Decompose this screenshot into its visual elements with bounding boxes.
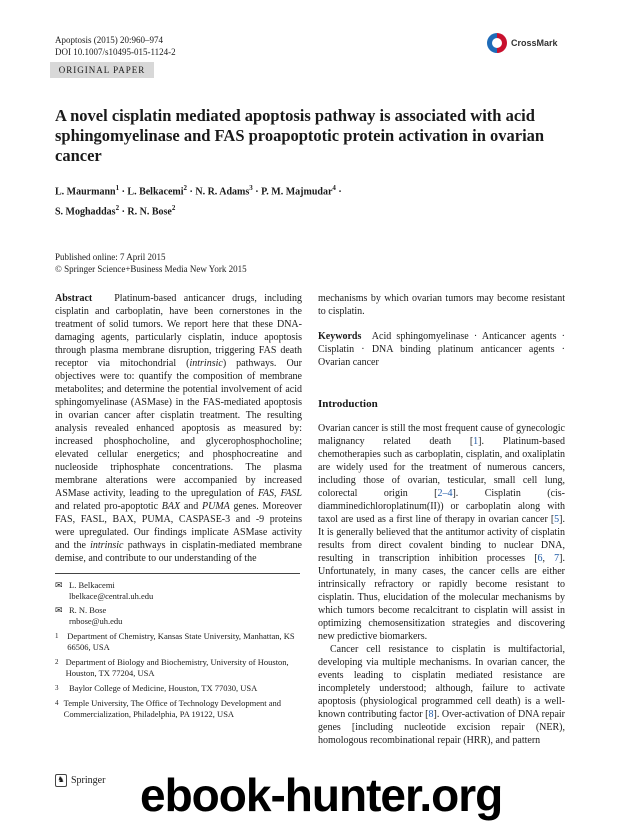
author-sep: · (119, 206, 128, 218)
abstract-text: genes. Moreover FAS, FASL, BAX, PUMA, CASPASE-3 and -9 proteins were upregulated. Our findings implicate ASMase activity and the (55, 501, 302, 551)
intro-text: ]. Over-activation of DNA repair genes [including nucleotide excision repair (NER), homologous recombinational repair (HRR), and pattern (318, 709, 566, 746)
intro-paragraph (318, 422, 565, 643)
contact-email[interactable]: lbelkace@central.uh.edu (69, 591, 154, 601)
journal-citation: Apoptosis (2015) 20:960–974 (55, 35, 163, 45)
citation-link[interactable]: 2–4 (437, 488, 453, 499)
abstract-italic: intrinsic (90, 540, 124, 551)
envelope-icon: ✉ (55, 580, 63, 590)
affiliation-text: Department of Biology and Biochemistry, University of Houston, Houston, TX 77204, USA (65, 657, 289, 678)
intro-paragraph (318, 643, 565, 747)
abstract (55, 292, 302, 565)
abstract-italic: PUMA (202, 501, 230, 512)
publisher-logo (55, 774, 105, 787)
author-affil-sup: 2 (183, 184, 188, 192)
crossmark-badge[interactable] (487, 32, 567, 54)
published-date: Published online: 7 April 2015 (55, 252, 166, 262)
citation-link[interactable]: 8 (428, 709, 434, 720)
abstract-continuation: mechanisms by which ovarian tumors may become resistant to cisplatin. (318, 293, 565, 317)
author-sep: · (335, 186, 342, 198)
abstract-italic: BAX (161, 501, 181, 512)
author[interactable]: L. Belkacemi (127, 186, 184, 198)
contact-name: R. N. Bose (69, 605, 107, 615)
footnote-divider (55, 573, 300, 574)
author-list (55, 180, 415, 221)
intro-text: ]. Platinum-based chemotherapies such as carboplatin, cisplatin, and oxaliplatin are widely used for the treatment of numerous cancers, including those of ovarian, testicular, small cell lung, colorectal origin [ (318, 436, 565, 499)
author[interactable]: P. M. Majmudar (261, 186, 333, 198)
copyright: © Springer Science+Business Media New York 2015 (55, 264, 247, 274)
author-sep: · (119, 186, 128, 198)
contact (55, 605, 305, 627)
section-label: ORIGINAL PAPER (50, 62, 154, 78)
affiliation (55, 698, 305, 720)
citation-link[interactable]: 6 (537, 553, 543, 564)
right-column-top (318, 292, 565, 369)
abstract-text: Platinum-based anticancer drugs, including cisplatin and carboplatin, have been cornerstones in the treatment of solid tumors. We report here that these DNA-damaging agents, particularly cisplatin, induce apoptosis through plasma membrane disruption, triggering FAS death receptor via mitochondrial ( (55, 293, 302, 369)
affiliation-text: Temple University, The Office of Technology Development and Commercialization, Philadelphia, PA 19122, USA (63, 698, 281, 719)
contact-email[interactable]: rnbose@uh.edu (69, 616, 123, 626)
author-affil-sup: 2 (115, 204, 120, 213)
author[interactable]: L. Maurmann (55, 186, 116, 198)
affiliation-text: Baylor College of Medicine, Houston, TX 77030, USA (69, 683, 258, 693)
affiliation-num: 2 (55, 658, 59, 666)
abstract-text: ) pathways. Our objectives were to: quantify the composition of membrane metabolites; and determine the potential involvement of acid sphingomyelinase (ASMase) in the FAS-mediated apoptosis in ovarian cancer after cisplatin treatment. The resulting analysis revealed enhanced apoptosis as measured by: increased phosphocholine, and glycerophosphocholine; elevated cellular energetics; and phosphocreatine and nucleoside triphosphate concentrations. The plasma membrane alterations were accompanied by increased ASMase activity, leading to the upregulation of (55, 358, 303, 499)
affiliation-text: Department of Chemistry, Kansas State University, Manhattan, KS 66506, USA (67, 631, 295, 652)
affiliation-num: 4 (55, 699, 59, 707)
citation-link[interactable]: 7 (554, 553, 560, 564)
abstract-text: and related pro-apoptotic (55, 501, 162, 512)
author-affil-sup: 3 (249, 184, 253, 192)
introduction-body (318, 422, 565, 747)
intro-text: Ovarian cancer is still the most frequent cause of gynecologic malignancy related death [ (318, 423, 565, 447)
envelope-icon: ✉ (55, 605, 63, 615)
publication-info (55, 251, 247, 275)
citation-link[interactable]: 1 (473, 436, 479, 447)
author[interactable]: S. Moghaddas (55, 206, 116, 218)
abstract-label: Abstract (55, 293, 93, 304)
intro-text: Cancer cell resistance to cisplatin is multifactorial, developing via multiple mechanisms. In ovarian cancer, the events leading to cisplatin mediated resistance are incompletely understood; although, failure to activate apoptosis (physiological programmed cell death) is a well-known contributing factor [ (318, 644, 565, 720)
intro-text: , (542, 553, 555, 564)
abstract-italic: FAS, FASL (258, 488, 302, 499)
author-affil-sup: 2 (171, 204, 176, 213)
intro-text: ]. Unfortunately, in many cases, the cancer cells are either intrinsically refractory or rapidly become resistant to cisplatin. Thus, elucidation of the molecular mechanisms by which tumors become recalcitrant to cisplatin will assist in optimizing chemosensitization strategies and discovering new predictive biomarkers. (318, 553, 566, 642)
contact-name: L. Belkacemi (69, 580, 115, 590)
keywords-text: Acid sphingomyelinase · Anticancer agents · Cisplatin · DNA binding platinum anticancer agents · Ovarian cancer (318, 331, 566, 368)
crossmark-icon (487, 33, 507, 53)
author-sep: · (187, 186, 196, 198)
keywords-label: Keywords (318, 331, 362, 342)
introduction-heading: Introduction (318, 398, 378, 410)
affiliation (55, 683, 305, 694)
affiliation (55, 657, 305, 679)
author[interactable]: N. R. Adams (195, 186, 250, 198)
watermark: ebook-hunter.org (140, 769, 503, 821)
contact (55, 580, 305, 602)
doi[interactable]: DOI 10.1007/s10495-015-1124-2 (55, 47, 176, 57)
affiliation (55, 631, 305, 653)
author-sep: · (252, 186, 262, 198)
author-affil-sup: 4 (332, 184, 336, 192)
abstract-text: pathways in cisplatin-mediated membrane demise, and contribute to our understanding of the (55, 540, 302, 564)
author[interactable]: R. N. Bose (127, 206, 172, 218)
citation-link[interactable]: 5 (554, 514, 560, 525)
abstract-italic: intrinsic (189, 358, 223, 369)
crossmark-label: CrossMark (511, 38, 558, 48)
abstract-text: and (180, 501, 203, 512)
author-affil-sup: 1 (115, 184, 120, 192)
affiliation-num: 1 (55, 632, 59, 640)
keywords (318, 330, 565, 369)
footnotes (55, 580, 305, 720)
affiliation-num: 3 (55, 684, 59, 692)
publisher-name: Springer (71, 775, 106, 786)
intro-text: ]. It is generally believed that the antitumor activity of cisplatin results from direct covalent binding to nuclear DNA, resulting in transcription inhibition processes [ (318, 514, 565, 564)
springer-horse-icon: ♞ (55, 774, 67, 787)
intro-text: ]. Cisplatin (cis-diamminedichloroplatinum(II)) or carboplatin along with taxol are used as a first line of therapy in ovarian cancer [ (318, 488, 566, 525)
paper-title: A novel cisplatin mediated apoptosis pathway is associated with acid sphingomyelinase and FAS proapoptotic protein activation in ovarian cancer (55, 106, 545, 165)
